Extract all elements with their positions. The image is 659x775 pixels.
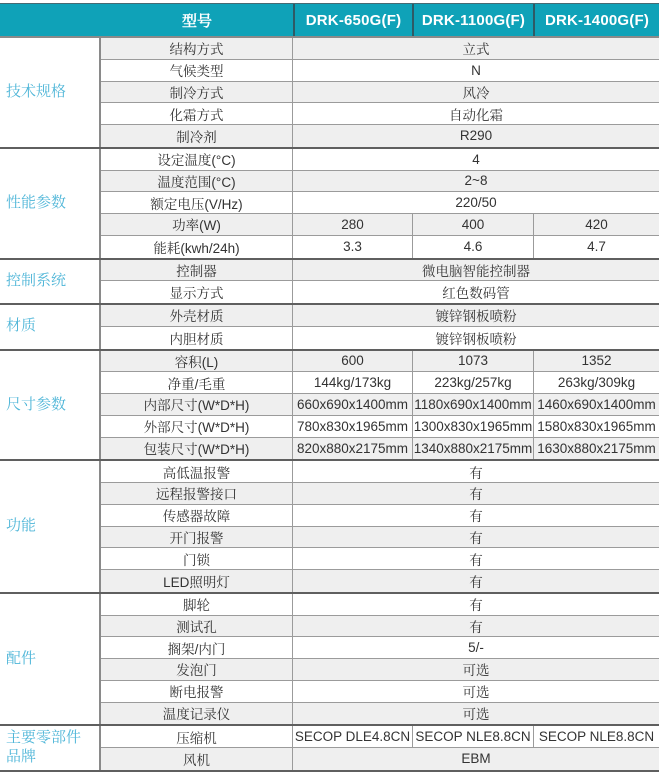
- row-label: 搁架/内门: [101, 637, 293, 658]
- category-label: 控制系统: [0, 260, 101, 304]
- table-row: [101, 60, 659, 82]
- row-label: 制冷剂: [101, 125, 293, 147]
- row-value-spanned: EBM: [461, 751, 491, 767]
- row-label: 高低温报警: [101, 461, 293, 482]
- row-label: 制冷方式: [101, 82, 293, 103]
- model-name-2: DRK-1100G(F): [412, 4, 533, 36]
- model-name-1: DRK-650G(F): [293, 4, 412, 36]
- row-value: SECOP NLE8.8CN: [533, 726, 659, 747]
- row-label: 断电报警: [101, 681, 293, 702]
- spec-group: [0, 461, 659, 594]
- category-label: 配件: [0, 594, 101, 725]
- table-row: [101, 703, 659, 725]
- row-value: 4.7: [533, 236, 659, 258]
- category-label: 材质: [0, 305, 101, 349]
- row-label: 显示方式: [101, 281, 293, 303]
- row-label: 内部尺寸(W*D*H): [101, 394, 293, 415]
- row-value: 600: [341, 353, 364, 369]
- table-row: [101, 281, 659, 303]
- table-row: [101, 726, 659, 748]
- row-value-spanned: 有: [469, 574, 483, 590]
- row-value: 280: [341, 216, 364, 232]
- row-label: 功率(W): [101, 214, 293, 235]
- group-rows: [101, 38, 659, 147]
- spec-group: [0, 351, 659, 462]
- group-rows: [101, 594, 659, 725]
- row-value-spanned: 可选: [462, 707, 490, 723]
- table-row: [101, 103, 659, 125]
- row-label: 风机: [101, 748, 293, 770]
- row-value: 1580x830x1965mm: [533, 416, 659, 437]
- row-value: 660x690x1400mm: [296, 396, 409, 412]
- table-row: [101, 748, 659, 770]
- row-value-spanned: 可选: [462, 685, 490, 701]
- row-value-spanned: 有: [469, 509, 483, 525]
- table-row: [101, 461, 659, 483]
- table-row: [101, 372, 659, 394]
- header-category-spacer: [0, 4, 101, 36]
- row-label: 设定温度(°C): [101, 149, 293, 170]
- category-label: 主要零部件品牌: [0, 726, 101, 770]
- table-row: [101, 260, 659, 282]
- table-row: [101, 305, 659, 327]
- row-label: 外壳材质: [101, 305, 293, 326]
- spec-group: [0, 260, 659, 306]
- category-label: 性能参数: [0, 149, 101, 258]
- table-row: [101, 594, 659, 616]
- row-value: 1630x880x2175mm: [533, 438, 659, 460]
- row-value: 1300x830x1965mm: [412, 416, 533, 437]
- row-value: 1352: [533, 351, 659, 372]
- row-label: 额定电压(V/Hz): [101, 192, 293, 213]
- table-row: [101, 38, 659, 60]
- row-label: 容积(L): [101, 351, 293, 372]
- table-row: [101, 505, 659, 527]
- table-row: [101, 616, 659, 638]
- row-label: 包装尺寸(W*D*H): [101, 438, 293, 460]
- row-value: SECOP DLE4.8CN: [294, 729, 411, 745]
- table-header-row: [0, 3, 659, 38]
- table-row: [101, 394, 659, 416]
- table-body: [0, 38, 659, 772]
- spec-group: [0, 594, 659, 727]
- spec-group: [0, 38, 659, 149]
- table-row: [101, 527, 659, 549]
- row-value-spanned: 有: [469, 465, 483, 481]
- row-label: 净重/毛重: [101, 372, 293, 393]
- table-row: [101, 416, 659, 438]
- row-label: 温度范围(°C): [101, 171, 293, 192]
- row-label: 发泡门: [101, 659, 293, 680]
- row-label: 气候类型: [101, 60, 293, 81]
- group-rows: [101, 149, 659, 258]
- group-rows: [101, 351, 659, 460]
- row-value: 263kg/309kg: [533, 372, 659, 393]
- table-row: [101, 149, 659, 171]
- row-label: 内胆材质: [101, 327, 293, 349]
- row-value: 1340x880x2175mm: [412, 438, 533, 460]
- spec-group: [0, 305, 659, 351]
- row-label: 温度记录仪: [101, 703, 293, 725]
- row-value: 780x830x1965mm: [296, 418, 409, 434]
- group-rows: [101, 726, 659, 770]
- row-value-spanned: 有: [469, 487, 483, 503]
- spec-group: [0, 726, 659, 772]
- row-value-spanned: 有: [469, 530, 483, 546]
- table-row: [101, 681, 659, 703]
- row-value: 223kg/257kg: [412, 372, 533, 393]
- table-row: [101, 192, 659, 214]
- table-row: [101, 637, 659, 659]
- row-label: 控制器: [101, 260, 293, 281]
- category-label: 功能: [0, 461, 101, 592]
- row-value: 1073: [412, 351, 533, 372]
- row-label: 能耗(kwh/24h): [101, 236, 293, 258]
- row-value-spanned: 有: [469, 598, 483, 614]
- model-name-3: DRK-1400G(F): [533, 4, 659, 36]
- model-column-header: 型号: [181, 12, 212, 30]
- table-row: [101, 570, 659, 592]
- row-value-spanned: 镀锌钢板喷粉: [435, 331, 517, 347]
- table-row: [101, 236, 659, 258]
- row-value: 4.6: [412, 236, 533, 258]
- row-label: LED照明灯: [101, 570, 293, 592]
- row-value-spanned: 红色数码管: [442, 286, 510, 302]
- row-value-spanned: 风冷: [462, 85, 490, 101]
- row-value-spanned: 5/-: [468, 640, 484, 656]
- table-row: [101, 125, 659, 147]
- spec-group: [0, 149, 659, 260]
- row-value-spanned: 可选: [462, 663, 490, 679]
- row-value: 3.3: [343, 239, 362, 255]
- row-label: 传感器故障: [101, 505, 293, 526]
- row-value: 1180x690x1400mm: [412, 394, 533, 415]
- row-value-spanned: 微电脑智能控制器: [422, 263, 530, 279]
- table-row: [101, 438, 659, 460]
- row-value-spanned: 立式: [462, 42, 490, 58]
- row-value-spanned: 有: [469, 619, 483, 635]
- row-label: 脚轮: [101, 594, 293, 615]
- row-value: 1460x690x1400mm: [533, 394, 659, 415]
- row-value-spanned: 2~8: [464, 173, 488, 189]
- table-row: [101, 327, 659, 349]
- row-value-spanned: 220/50: [455, 195, 497, 211]
- table-row: [101, 214, 659, 236]
- group-rows: [101, 461, 659, 592]
- row-value: 820x880x2175mm: [296, 440, 409, 456]
- row-value: 400: [412, 214, 533, 235]
- group-rows: [101, 260, 659, 304]
- row-value-spanned: N: [471, 62, 481, 78]
- row-value-spanned: 4: [472, 151, 480, 167]
- row-value-spanned: R290: [459, 128, 493, 144]
- table-row: [101, 659, 659, 681]
- row-label: 门锁: [101, 548, 293, 569]
- row-label: 外部尺寸(W*D*H): [101, 416, 293, 437]
- category-label: 技术规格: [0, 38, 101, 147]
- row-value-spanned: 自动化霜: [449, 107, 503, 123]
- row-value: SECOP NLE8.8CN: [412, 726, 533, 747]
- row-label: 测试孔: [101, 616, 293, 637]
- row-label: 压缩机: [101, 726, 293, 747]
- row-value-spanned: 有: [469, 552, 483, 568]
- group-rows: [101, 305, 659, 349]
- row-label: 结构方式: [101, 38, 293, 59]
- row-label: 远程报警接口: [101, 483, 293, 504]
- row-value: 144kg/173kg: [313, 375, 392, 391]
- product-spec-table: [0, 3, 659, 772]
- table-row: [101, 548, 659, 570]
- category-label: 尺寸参数: [0, 351, 101, 460]
- table-row: [101, 82, 659, 104]
- row-value-spanned: 镀锌钢板喷粉: [435, 309, 517, 325]
- table-row: [101, 351, 659, 373]
- row-value: 420: [533, 214, 659, 235]
- table-row: [101, 171, 659, 193]
- table-row: [101, 483, 659, 505]
- row-label: 化霜方式: [101, 103, 293, 124]
- row-label: 开门报警: [101, 527, 293, 548]
